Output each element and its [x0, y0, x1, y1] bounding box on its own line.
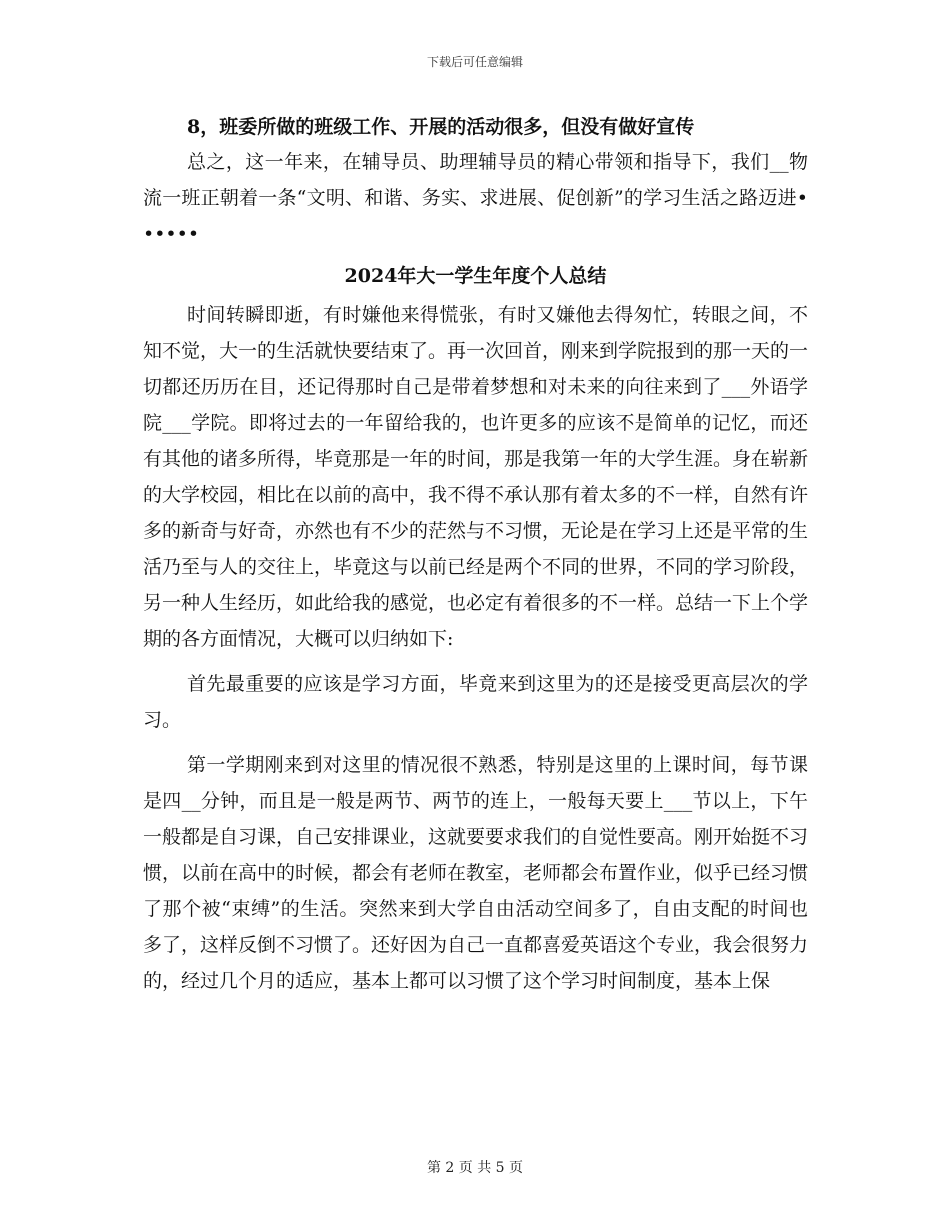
- paragraph-2: 首先最重要的应该是学习方面，毕竟来到这里为的还是接受更高层次的学习。: [143, 673, 808, 731]
- paragraph-3: 第一学期刚来到对这里的情况很不熟悉，特别是这里的上课时间，每节课是四__分钟，而且是一般是两节、两节的连上，一般每天要上___节以上，下午一般都是自习课，自己安排课业，这就要要求我们的自觉性要高。刚开始挺不习惯，以前在高中的时候，都会有老师在教室，老师都会布置作业，似乎已经习惯了那个被“束缚”的生活。突然来到大学自由活动空间多了，自由支配的时间也多了，这样反倒不习惯了。还好因为自己一直都喜爱英语这个专业，我会很努力的，经过几个月的适应，基本上都可以习惯了这个学习时间制度，基本上保: [143, 754, 809, 992]
- page-header-note: 下载后可任意编辑: [426, 55, 523, 69]
- summary-paragraph: 总之，这一年来，在辅导员、助理辅导员的精心带领和指导下，我们__物流一班正朝着一条“文明、和谐、务实、求进展、促创新”的学习生活之路迈进••••••: [143, 151, 808, 245]
- paragraph-1: 时间转瞬即逝，有时嫌他来得慌张，有时又嫌他去得匆忙，转眼之间，不知不觉，大一的生活就快要结束了。再一次回首，刚来到学院报到的那一天的一切都还历历在目，还记得那时自己是带着梦想和对未来的向往来到了___外语学院___学院。即将过去的一年留给我的，也许更多的应该不是简单的记忆，而还有其他的诸多所得，毕竟那是一年的时间，那是我第一年的大学生涯。身在崭新的大学校园，相比在以前的高中，我不得不承认那有着太多的不一样，自然有许多的新奇与好奇，亦然也有不少的茫然与不习惯，无论是在学习上还是平常的生活乃至与人的交往上，毕竟这与以前已经是两个不同的世界，不同的学习阶段，另一种人生经历，如此给我的感觉，也必定有着很多的不一样。总结一下上个学期的各方面情况，大概可以归纳如下:: [143, 304, 809, 650]
- document-title: 2024年大一学生年度个人总结: [344, 265, 607, 287]
- page-number-footer: 第 2 页 共 5 页: [426, 1160, 524, 1176]
- list-item-8: 8，班委所做的班级工作、开展的活动很多，但没有做好宣传: [187, 116, 695, 138]
- document-body: [143, 110, 808, 1008]
